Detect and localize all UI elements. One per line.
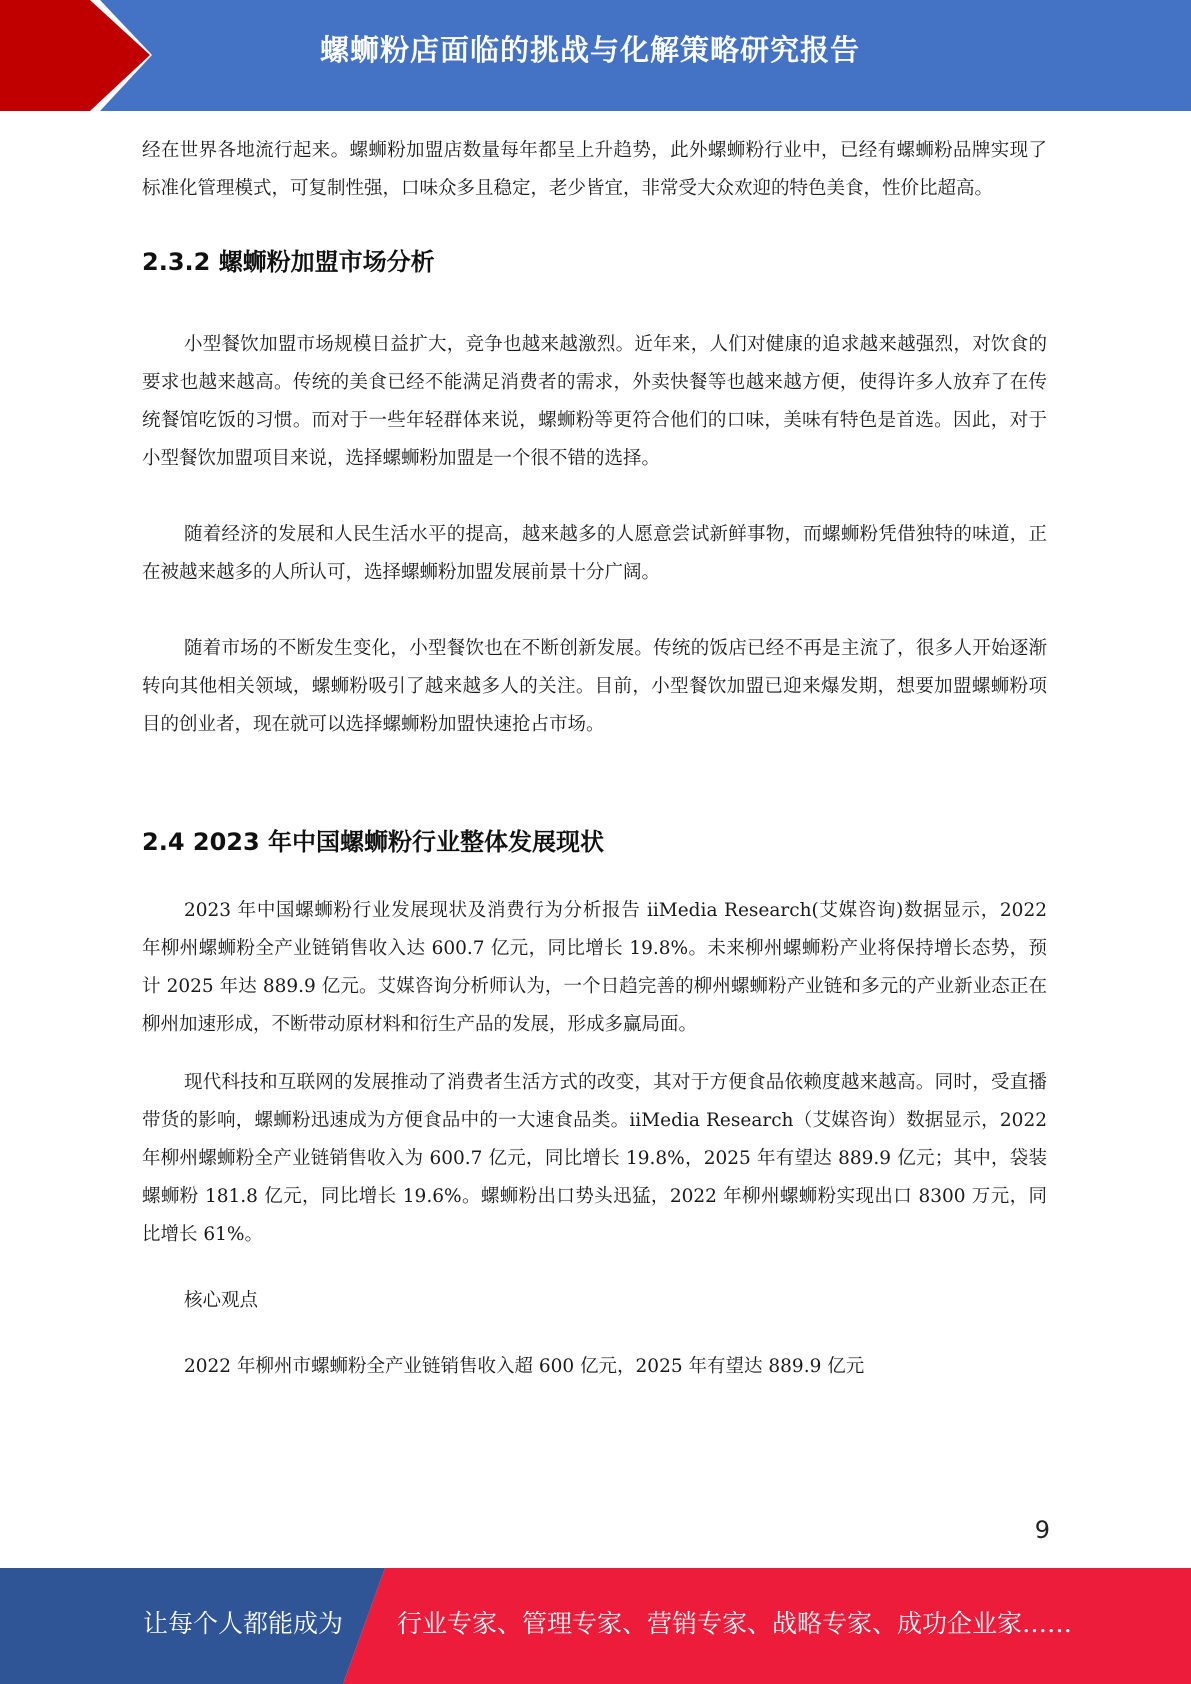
header-red-chevron — [0, 0, 150, 111]
paragraph-intro-continued: 经在世界各地流行起来。螺蛳粉加盟店数量每年都呈上升趋势，此外螺蛳粉行业中，已经有螺蛳粉品牌实现了标准化管理模式，可复制性强，口味众多且稳定，老少皆宜，非常受大众欢迎的特色美食，性价比超高。 — [142, 140, 1047, 199]
paragraph: 小型餐饮加盟市场规模日益扩大，竞争也越来越激烈。近年来，人们对健康的追求越来越强烈，对饮食的要求也越来越高。传统的美食已经不能满足消费者的需求，外卖快餐等也越来越方便，使得许多人放弃了在传统餐馆吃饭的习惯。而对于一些年轻群体来说，螺蛳粉等更符合他们的口味，美味有特色是首选。因此，对于小型餐饮加盟项目来说，选择螺蛳粉加盟是一个很不错的选择。 — [142, 334, 1047, 469]
core-viewpoint-text: 2022 年柳州市螺蛳粉全产业链销售收入超 600 亿元，2025 年有望达 889.9 亿元 — [184, 1356, 865, 1377]
paragraph: 随着经济的发展和人民生活水平的提高，越来越多的人愿意尝试新鲜事物，而螺蛳粉凭借独特的味道，正在被越来越多的人所认可，选择螺蛳粉加盟发展前景十分广阔。 — [142, 524, 1047, 583]
paragraph: 随着市场的不断发生变化，小型餐饮也在不断创新发展。传统的饭店已经不再是主流了，很多人开始逐渐转向其他相关领域，螺蛳粉吸引了越来越多人的关注。目前，小型餐饮加盟已迎来爆发期，想要加盟螺蛳粉项目的创业者，现在就可以选择螺蛳粉加盟快速抢占市场。 — [142, 638, 1047, 735]
footer-slogan-left: 让每个人都能成为 — [143, 1609, 344, 1638]
document-title: 螺蛳粉店面临的挑战与化解策略研究报告 — [320, 33, 861, 67]
page-number: 9 — [1034, 1516, 1050, 1544]
document-body — [142, 132, 1047, 1386]
page-header — [0, 0, 1191, 111]
paragraph: 现代科技和互联网的发展推动了消费者生活方式的改变，其对于方便食品依赖度越来越高。同时，受直播带货的影响，螺蛳粉迅速成为方便食品中的一大速食品类。iiMedia Research（艾媒咨询）数据显示，2022 年柳州螺蛳粉全产业链销售收入为 600.7 亿元，同比增长 19.8%，2025 年有望达 889.9 亿元；其中，袋装螺蛳粉 181.8 亿元，同比增长 19.6%。螺蛳粉出口势头迅猛，2022 年柳州螺蛳粉实现出口 8300 万元，同比增长 61%。 — [142, 1072, 1047, 1245]
section-heading-2-4: 2.4 2023 年中国螺蛳粉行业整体发展现状 — [142, 828, 605, 856]
page-footer — [0, 1568, 1191, 1684]
footer-slogan-right: 行业专家、管理专家、营销专家、战略专家、成功企业家…… — [397, 1609, 1073, 1638]
core-viewpoint-label: 核心观点 — [184, 1290, 259, 1311]
section-heading-2-3-2: 2.3.2 螺蛳粉加盟市场分析 — [142, 248, 435, 276]
paragraph: 2023 年中国螺蛳粉行业发展现状及消费行为分析报告 iiMedia Research(艾媒咨询)数据显示，2022 年柳州螺蛳粉全产业链销售收入达 600.7 亿元，同比增长 19.8%。未来柳州螺蛳粉产业将保持增长态势，预计 2025 年达 889.9 亿元。艾媒咨询分析师认为，一个日趋完善的柳州螺蛳粉产业链和多元的产业新业态正在柳州加速形成，不断带动原材料和衍生产品的发展，形成多赢局面。 — [142, 900, 1047, 1035]
